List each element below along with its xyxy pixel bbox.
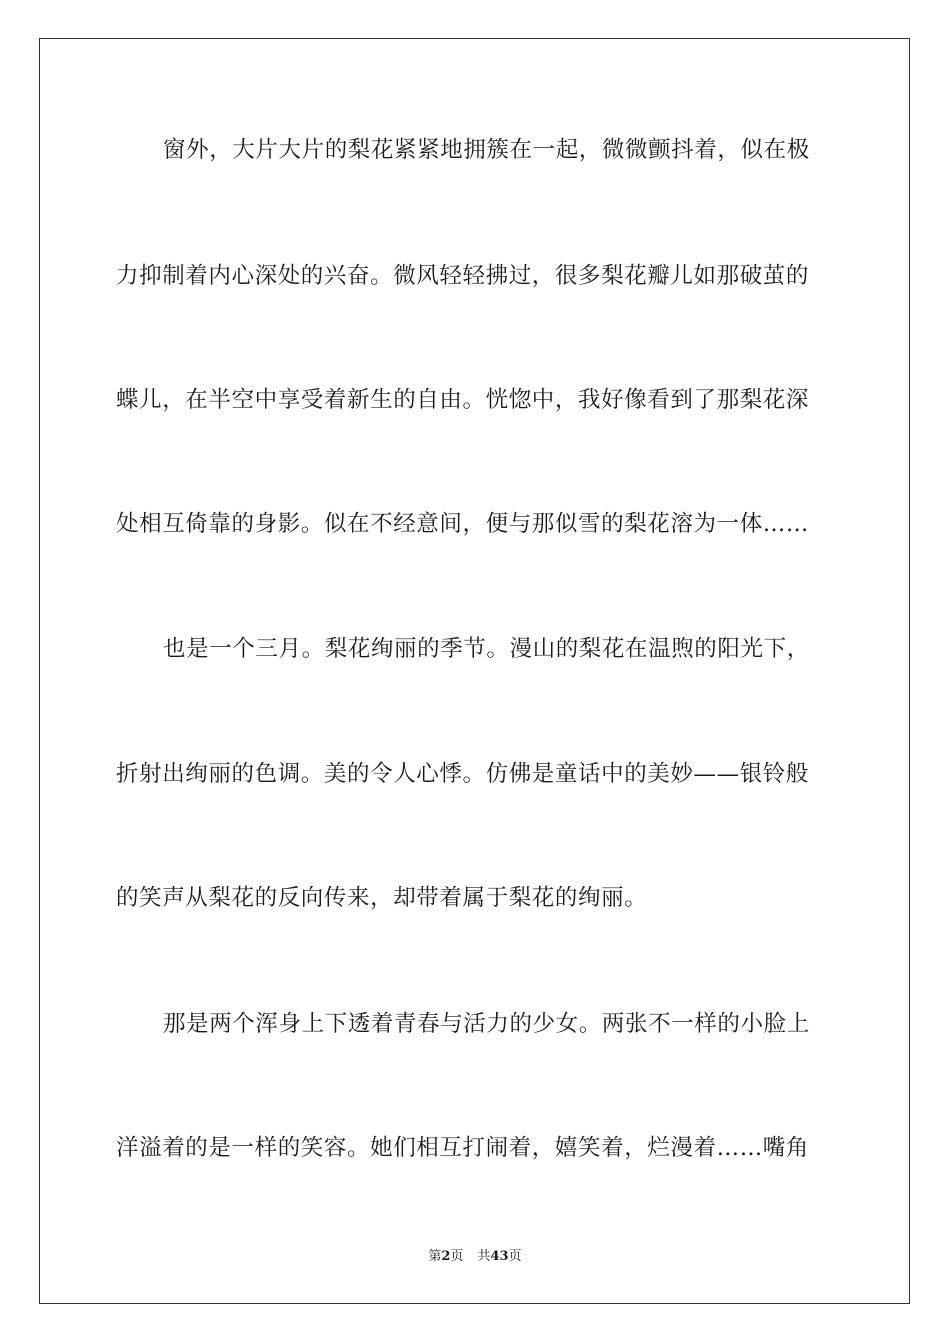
page-suffix: 页	[450, 1249, 464, 1264]
page-footer	[0, 1248, 950, 1266]
total-prefix: 共	[477, 1249, 491, 1264]
page-border	[39, 38, 910, 1304]
paragraph-3-line-2: 洋溢着的是一样的笑容。她们相互打闹着，嬉笑着，烂漫着……嘴角	[116, 1135, 810, 1161]
paragraph-1-line-3: 蝶儿，在半空中享受着新生的自由。恍惚中，我好像看到了那梨花深	[116, 387, 810, 413]
paragraph-3-line-1: 那是两个浑身上下透着青春与活力的少女。两张不一样的小脸上	[163, 1011, 810, 1037]
total-pages: 43	[490, 1249, 509, 1264]
paragraph-1-line-4: 处相互倚靠的身影。似在不经意间，便与那似雪的梨花溶为一体……	[116, 511, 810, 537]
paragraph-1-line-1: 窗外，大片大片的梨花紧紧地拥簇在一起，微微颤抖着，似在极	[163, 137, 810, 163]
paragraph-2-line-1: 也是一个三月。梨花绚丽的季节。漫山的梨花在温煦的阳光下，	[163, 636, 810, 662]
page-number: 2	[441, 1249, 451, 1264]
paragraph-2-line-2: 折射出绚丽的色调。美的令人心悸。仿佛是童话中的美妙——银铃般	[116, 761, 810, 787]
page-prefix: 第	[428, 1249, 442, 1264]
paragraph-1-line-2: 力抑制着内心深处的兴奋。微风轻轻拂过，很多梨花瓣儿如那破茧的	[116, 263, 810, 289]
paragraph-2-line-3: 的笑声从梨花的反向传来，却带着属于梨花的绚丽。	[116, 885, 648, 911]
total-suffix: 页	[508, 1249, 522, 1264]
